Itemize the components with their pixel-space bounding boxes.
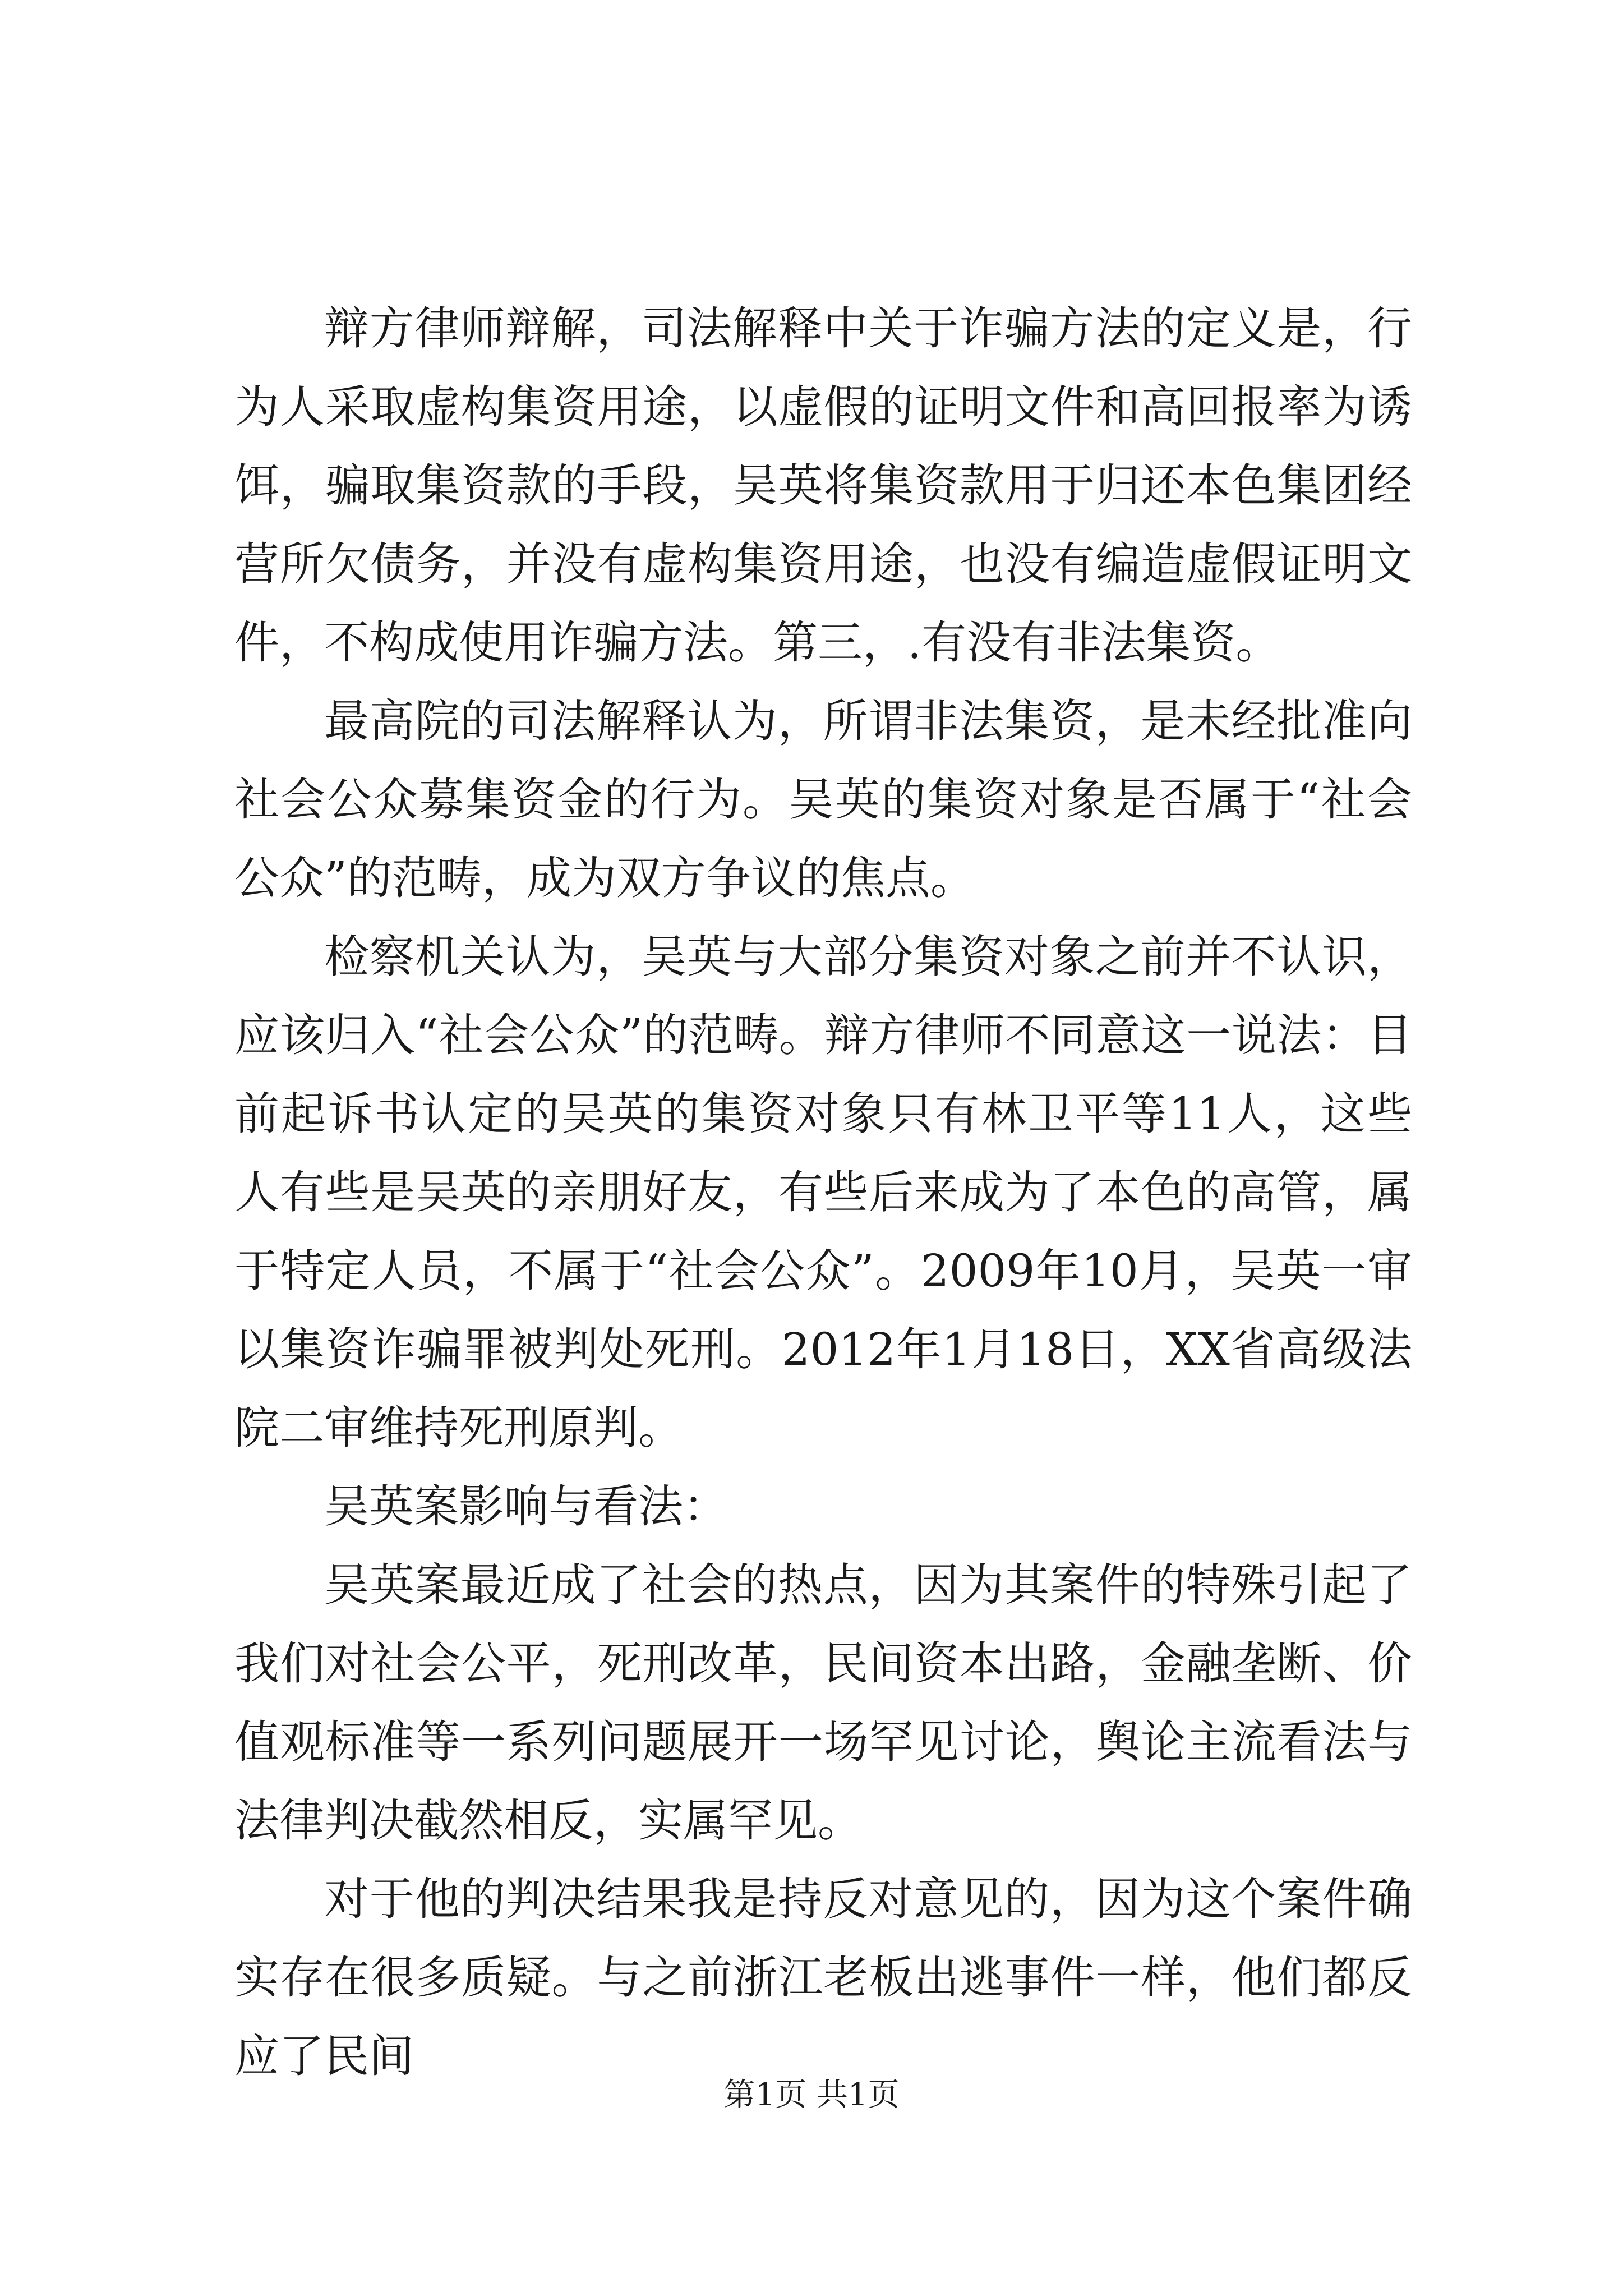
paragraph-prosecution-view: 检察机关认为，吴英与大部分集资对象之前并不认识，应该归入“社会公众”的范畴。辩方律师不同意这一说法：目前起诉书认定的吴英的集资对象只有林卫平等11人，这些人有些是吴英的亲朋好友，有些后来成为了本色的高管，属于特定人员，不属于“社会公众”。2009年10月，吴英一审以集资诈骗罪被判处死刑。2012年1月18日，XX省高级法院二审维持死刑原判。 [234, 931, 1412, 1454]
document-body [234, 289, 1412, 2096]
paragraph-section-heading: 吴英案影响与看法： [324, 1480, 728, 1533]
paragraph-author-opinion: 对于他的判决结果我是持反对意见的，因为这个案件确实存在很多质疑。与之前浙江老板出逃事件一样，他们都反应了民间 [234, 1873, 1412, 2082]
paragraph-case-impact: 吴英案最近成了社会的热点，因为其案件的特殊引起了我们对社会公平，死刑改革，民间资本出路，金融垄断、价值观标准等一系列问题展开一场罕见讨论，舆论主流看法与法律判决截然相反，实属罕见。 [234, 1559, 1412, 1847]
paragraph-supreme-court-interpretation: 最高院的司法解释认为，所谓非法集资，是未经批准向社会公众募集资金的行为。吴英的集资对象是否属于“社会公众”的范畴，成为双方争议的焦点。 [234, 695, 1412, 904]
page-footer: 第1页 共1页 [723, 2077, 900, 2113]
paragraph-defense-argument: 辩方律师辩解，司法解释中关于诈骗方法的定义是，行为人采取虚构集资用途，以虚假的证明文件和高回报率为诱饵，骗取集资款的手段，吴英将集资款用于归还本色集团经营所欠债务，并没有虚构集资用途，也没有编造虚假证明文件，不构成使用诈骗方法。第三，.有没有非法集资。 [234, 302, 1412, 669]
